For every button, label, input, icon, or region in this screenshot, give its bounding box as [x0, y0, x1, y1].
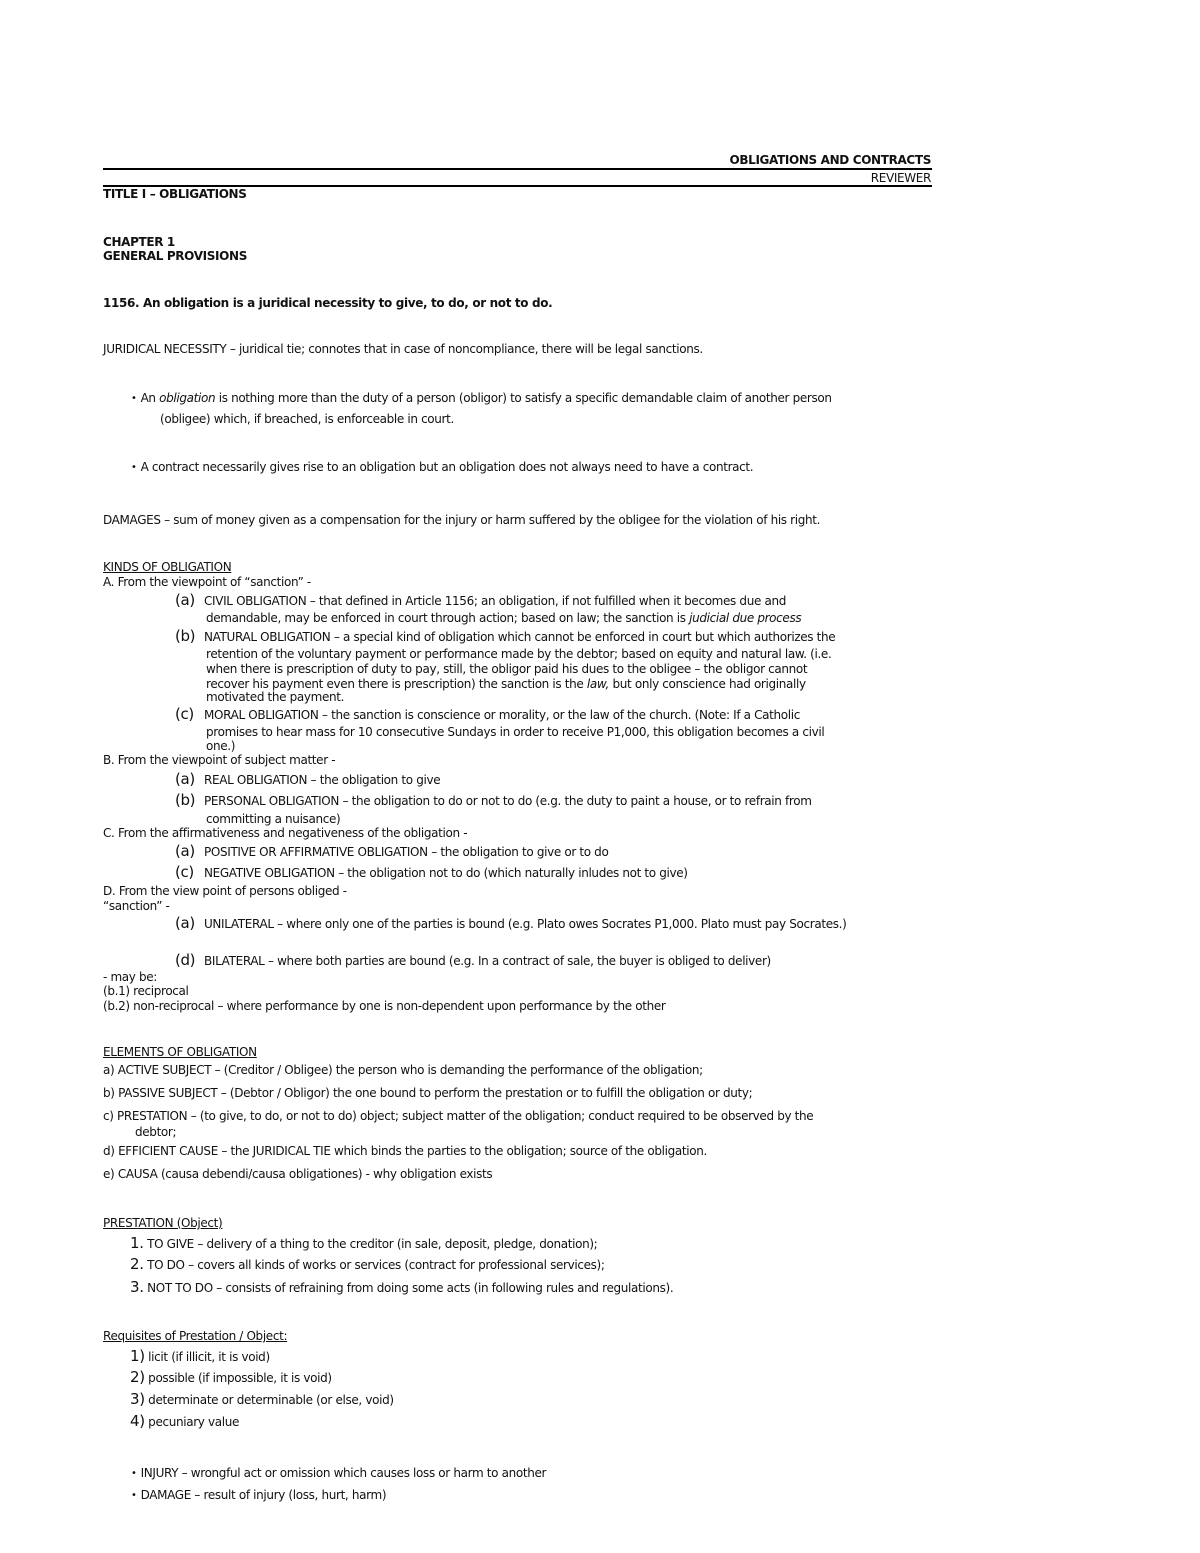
- header-rule-top: [103, 168, 932, 170]
- item-text: TO GIVE – delivery of a thing to the creditor (in sale, deposit, pledge, donation);: [147, 1237, 598, 1251]
- element-passive-subject: b) PASSIVE SUBJECT – (Debtor / Obligor) the one bound to perform the prestation or to fulfill the obligation or duty;: [103, 1086, 753, 1100]
- item-number: 1.: [130, 1234, 144, 1252]
- text: recover his payment even there is prescription) the sanction is the: [206, 677, 587, 691]
- moral-obligation-cont: one.): [206, 739, 236, 753]
- prestation-item: [130, 1235, 597, 1252]
- reciprocal: (b.1) reciprocal: [103, 984, 189, 998]
- damages-definition: DAMAGES – sum of money given as a compensation for the injury or harm suffered by the obligee for the violation of his right.: [103, 513, 821, 527]
- text: An: [140, 391, 160, 405]
- natural-obligation-cont: retention of the voluntary payment or performance made by the debtor; based on equity and natural law. (i.e.: [206, 647, 832, 661]
- marker: (a): [175, 842, 195, 860]
- text-emphasis: obligation: [159, 391, 216, 405]
- text: DAMAGE – result of injury (loss, hurt, harm): [140, 1488, 387, 1502]
- requisite-item: [130, 1391, 394, 1408]
- item-text: pecuniary value: [148, 1415, 240, 1429]
- text-emphasis: judicial due process: [689, 611, 802, 625]
- element-causa: e) CAUSA (causa debendi/causa obligationes) - why obligation exists: [103, 1167, 493, 1181]
- text-emphasis: law,: [586, 677, 610, 691]
- bullet-obligation-cont: (obligee) which, if breached, is enforceable in court.: [160, 412, 454, 426]
- requisite-item: [130, 1413, 239, 1430]
- text: INJURY – wrongful act or omission which causes loss or harm to another: [140, 1466, 547, 1480]
- real-obligation: REAL OBLIGATION – the obligation to give: [204, 773, 441, 787]
- requisite-item: [130, 1348, 270, 1365]
- injury-definition: [131, 1465, 546, 1483]
- marker: (a): [175, 770, 195, 788]
- text: but only conscience had originally: [609, 677, 806, 691]
- non-reciprocal: (b.2) non-reciprocal – where performance by one is non-dependent upon performance by the other: [103, 999, 666, 1013]
- personal-obligation: PERSONAL OBLIGATION – the obligation to do or not to do (e.g. the duty to paint a house, or to refrain from: [204, 794, 812, 808]
- kinds-c: C. From the affirmativeness and negativeness of the obligation -: [103, 826, 468, 840]
- marker: (b): [175, 791, 196, 809]
- marker: (c): [175, 863, 194, 881]
- bilateral: BILATERAL – where both parties are bound (e.g. In a contract of sale, the buyer is obliged to deliver): [204, 954, 771, 968]
- element-prestation-cont: debtor;: [135, 1125, 177, 1139]
- item-text: possible (if impossible, it is void): [148, 1371, 332, 1385]
- item-number: 2.: [130, 1255, 144, 1273]
- item-text: NOT TO DO – consists of refraining from doing some acts (in following rules and regulations).: [147, 1281, 674, 1295]
- header-title: OBLIGATIONS AND CONTRACTS: [729, 153, 931, 167]
- personal-obligation-cont: committing a nuisance): [206, 812, 341, 826]
- marker: (a): [175, 591, 195, 609]
- may-be: - may be:: [103, 970, 157, 984]
- civil-obligation: CIVIL OBLIGATION – that defined in Article 1156; an obligation, if not fulfilled when it becomes due and: [204, 594, 786, 608]
- item-text: TO DO – covers all kinds of works or services (contract for professional services);: [147, 1258, 605, 1272]
- juridical-necessity-definition: JURIDICAL NECESSITY – juridical tie; connotes that in case of noncompliance, there will be legal sanctions.: [103, 342, 703, 356]
- civil-obligation-cont: [206, 610, 801, 626]
- kinds-heading: KINDS OF OBLIGATION: [103, 560, 232, 574]
- element-active-subject: a) ACTIVE SUBJECT – (Creditor / Obligee) the person who is demanding the performance of the obligation;: [103, 1063, 703, 1077]
- requisite-item: [130, 1369, 332, 1386]
- item-number: 2): [130, 1368, 145, 1386]
- text: is nothing more than the duty of a person (obligor) to satisfy a specific demandable claim of another person: [215, 391, 832, 405]
- article-1156: 1156. An obligation is a juridical necessity to give, to do, or not to do.: [103, 296, 553, 310]
- item-number: 4): [130, 1412, 145, 1430]
- natural-obligation: NATURAL OBLIGATION – a special kind of obligation which cannot be enforced in court but which authorizes the: [204, 630, 836, 644]
- bullet-contract: [131, 459, 753, 477]
- damage-definition: [131, 1487, 386, 1505]
- bullet-icon: •: [131, 1490, 137, 1501]
- kinds-a: A. From the viewpoint of “sanction” -: [103, 575, 311, 589]
- marker: (b): [175, 627, 196, 645]
- kinds-d-sanction: “sanction” -: [103, 899, 170, 913]
- bullet-icon: •: [131, 462, 137, 473]
- element-efficient-cause: d) EFFICIENT CAUSE – the JURIDICAL TIE which binds the parties to the obligation; source of the obligation.: [103, 1144, 707, 1158]
- bullet-icon: •: [131, 1468, 137, 1479]
- marker: (d): [175, 951, 196, 969]
- chapter-number: CHAPTER 1: [103, 235, 175, 249]
- prestation-item: [130, 1256, 605, 1273]
- kinds-b: B. From the viewpoint of subject matter -: [103, 753, 336, 767]
- elements-heading: ELEMENTS OF OBLIGATION: [103, 1045, 257, 1059]
- moral-obligation-cont: promises to hear mass for 10 consecutive Sundays in order to receive P1,000, this obligation becomes a civil: [206, 725, 825, 739]
- moral-obligation: MORAL OBLIGATION – the sanction is conscience or morality, or the law of the church. (Note: If a Catholic: [204, 708, 801, 722]
- item-number: 1): [130, 1347, 145, 1365]
- marker: (a): [175, 914, 195, 932]
- bullet-obligation: [131, 390, 832, 408]
- element-prestation: c) PRESTATION – (to give, to do, or not to do) object; subject matter of the obligation; conduct required to be observed by the: [103, 1109, 814, 1123]
- item-text: determinate or determinable (or else, void): [148, 1393, 394, 1407]
- title-heading: TITLE I – OBLIGATIONS: [103, 187, 247, 201]
- kinds-d: D. From the view point of persons obliged -: [103, 884, 347, 898]
- bullet-icon: •: [131, 393, 137, 404]
- text: A contract necessarily gives rise to an obligation but an obligation does not always need to have a contract.: [140, 460, 754, 474]
- chapter-name: GENERAL PROVISIONS: [103, 249, 247, 263]
- prestation-heading: PRESTATION (Object): [103, 1216, 223, 1230]
- natural-obligation-cont: motivated the payment.: [206, 690, 345, 704]
- negative-obligation: NEGATIVE OBLIGATION – the obligation not to do (which naturally inludes not to give): [204, 866, 688, 880]
- header-subtitle: REVIEWER: [870, 171, 931, 185]
- prestation-item: [130, 1279, 673, 1296]
- positive-obligation: POSITIVE OR AFFIRMATIVE OBLIGATION – the obligation to give or to do: [204, 845, 609, 859]
- natural-obligation-cont: when there is prescription of duty to pay, still, the obligor paid his dues to the obligee – the obligor cannot: [206, 662, 808, 676]
- text: demandable, may be enforced in court through action; based on law; the sanction is: [206, 611, 690, 625]
- marker: (c): [175, 705, 194, 723]
- item-number: 3): [130, 1390, 145, 1408]
- item-text: licit (if illicit, it is void): [148, 1350, 270, 1364]
- item-number: 3.: [130, 1278, 144, 1296]
- unilateral: UNILATERAL – where only one of the parties is bound (e.g. Plato owes Socrates P1,000. Plato must pay Socrates.): [204, 917, 847, 931]
- requisites-heading: Requisites of Prestation / Object:: [103, 1329, 288, 1343]
